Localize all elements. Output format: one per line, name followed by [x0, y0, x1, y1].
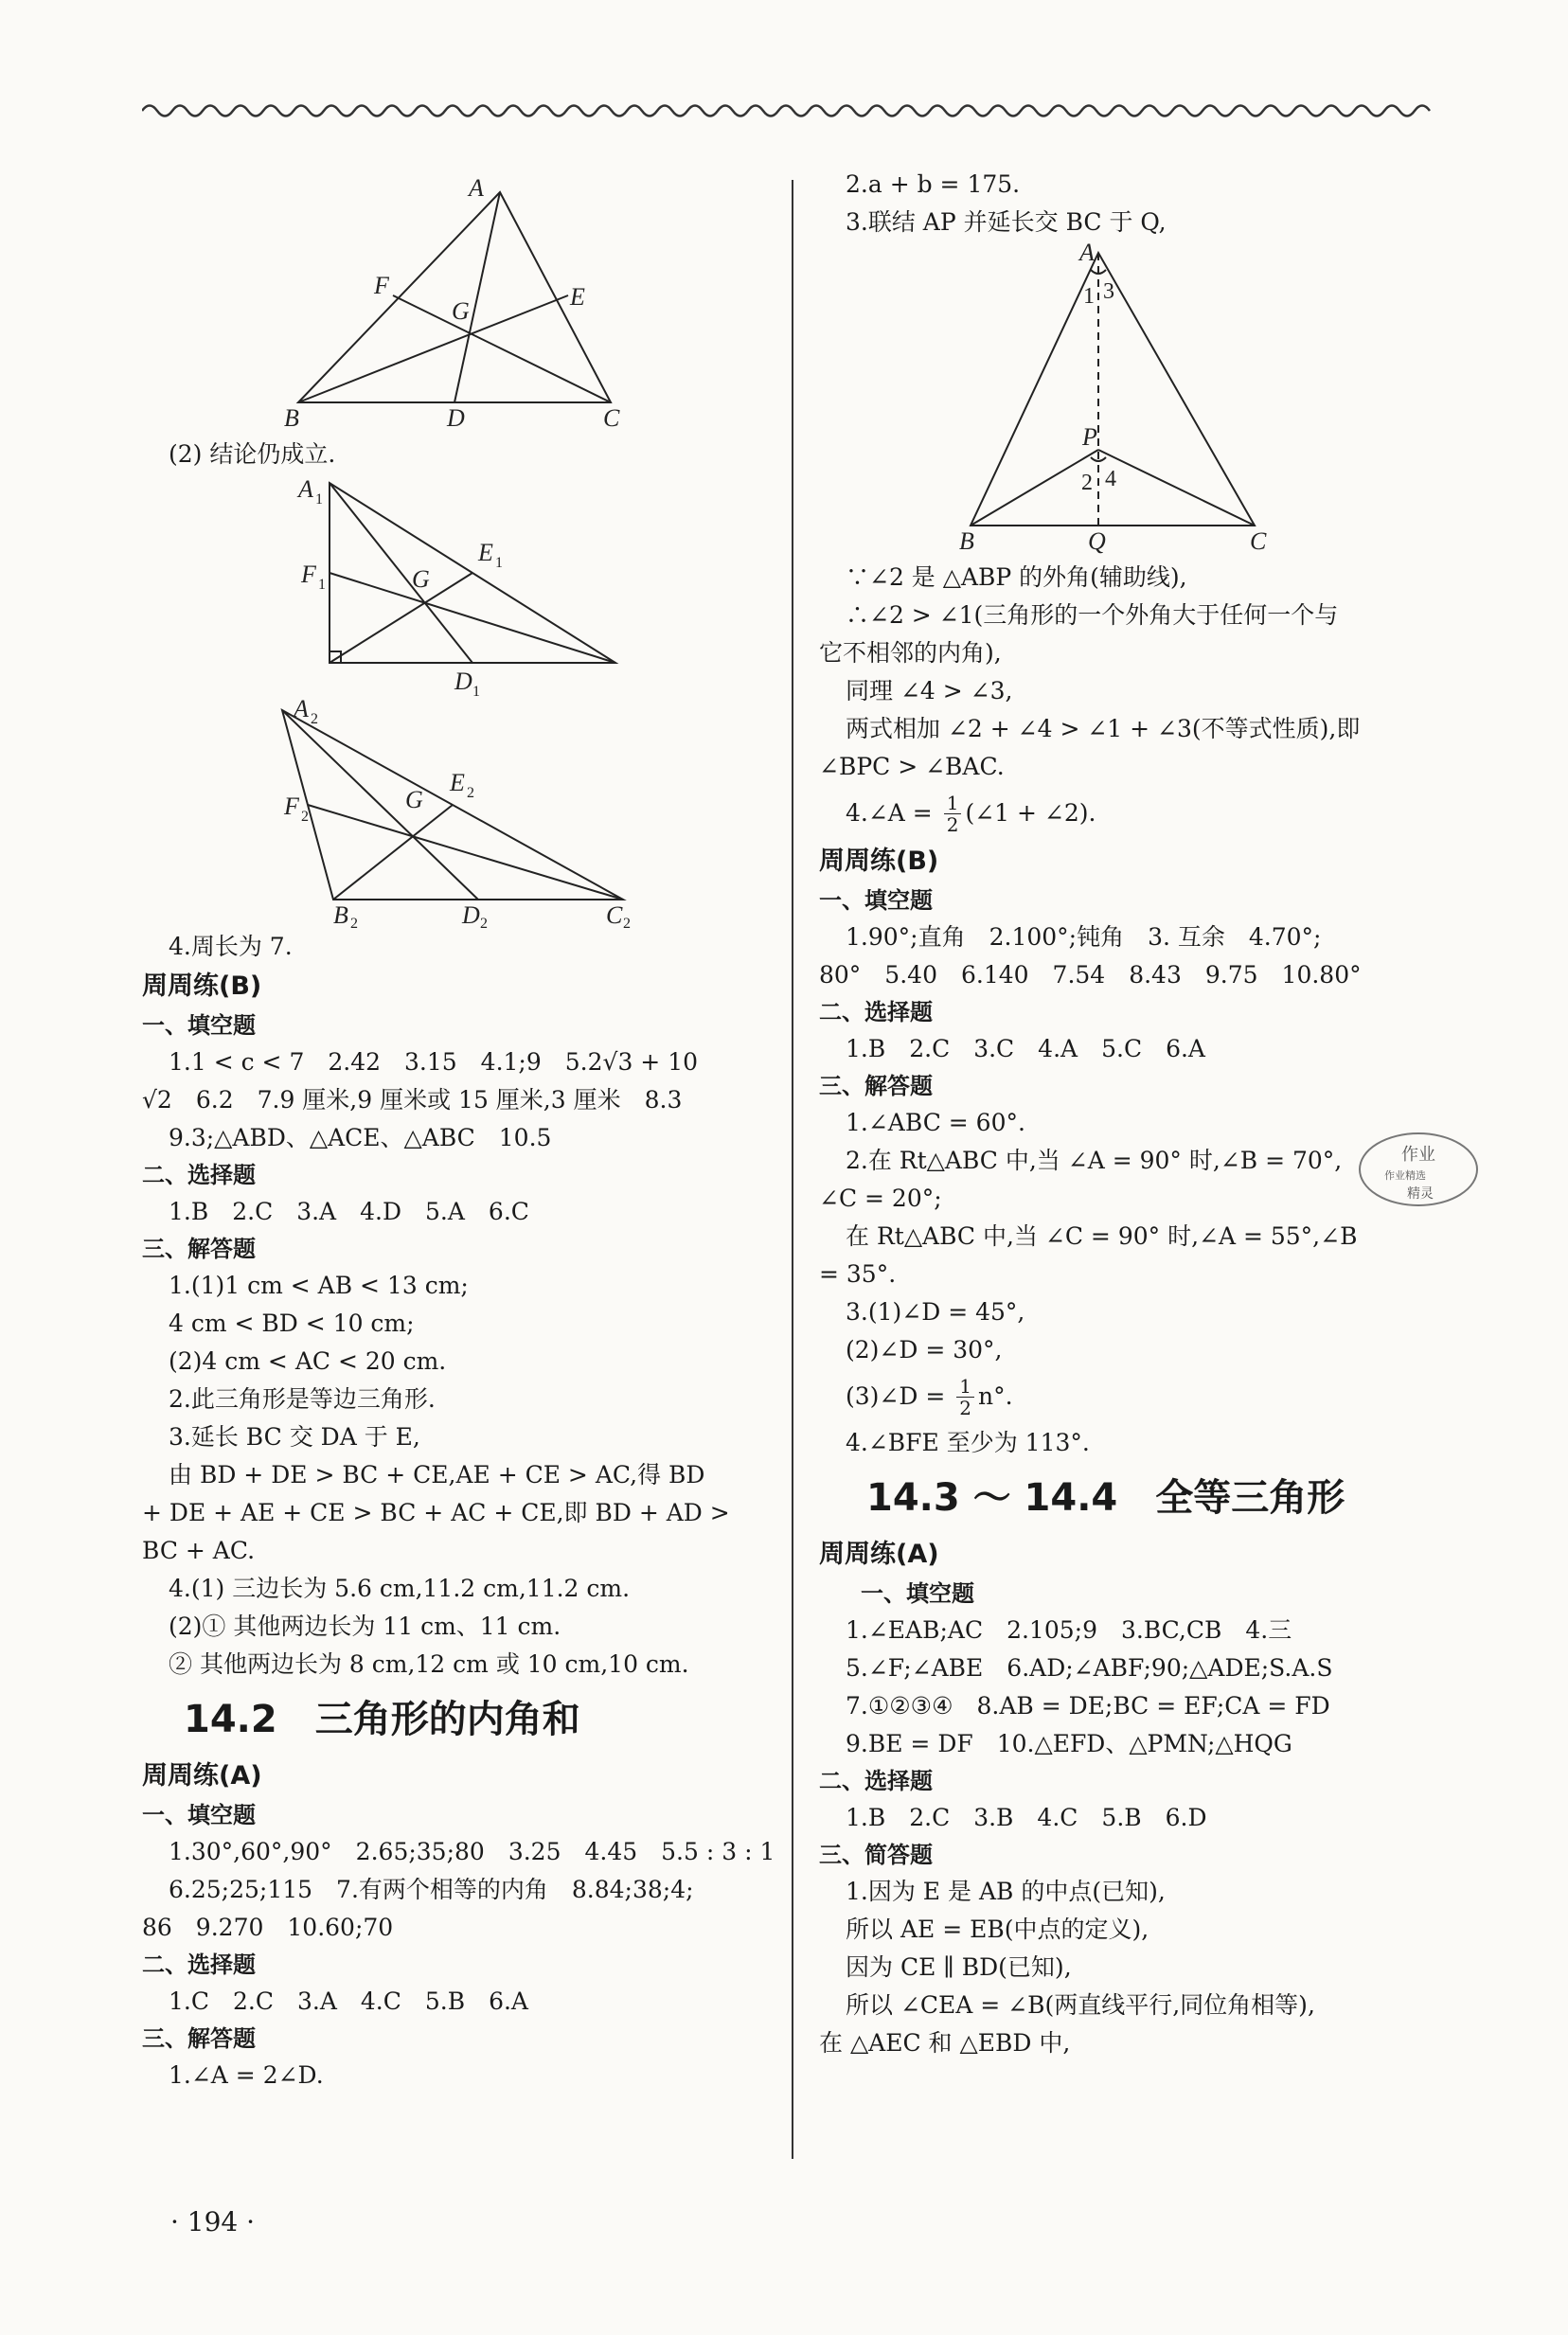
label-a3: A — [1079, 241, 1095, 266]
sub-e2: 2 — [467, 785, 474, 801]
r-line-4 — [819, 786, 1444, 841]
answer2-line: 1.∠A = 2∠D. — [169, 2061, 324, 2089]
label-q3: Q — [1088, 527, 1106, 555]
r-section-fill-2: 一、填空题 — [861, 1580, 974, 1607]
label-b2: B — [333, 901, 348, 928]
heading-weekly-b: 周周练(B) — [142, 971, 262, 1001]
r-answer2-line-3: 因为 CE ∥ BD(已知), — [846, 1953, 1072, 1981]
proof-line-3: 它不相邻的内角), — [819, 639, 1002, 667]
sub-b2: 2 — [350, 916, 358, 928]
r-answer2-line-4: 所以 ∠CEA = ∠B(两直线平行,同位角相等), — [846, 1991, 1315, 2019]
label-g2: G — [405, 786, 423, 813]
label-g1: G — [412, 565, 430, 593]
fraction-num-2: 1 — [956, 1376, 974, 1398]
label-b3: B — [959, 527, 974, 555]
r-section-answer: 三、解答题 — [819, 1073, 933, 1099]
answer-line-1: 1.(1)1 cm < AB < 13 cm; — [169, 1272, 469, 1299]
r-fill2-line-4: 9.BE = DF 10.△EFD、△PMN;△HQG — [846, 1730, 1292, 1757]
r-answer-line-7: (2)∠D = 30°, — [846, 1336, 1003, 1364]
r-section-fill: 一、填空题 — [819, 887, 933, 914]
answer-line-4: 2.此三角形是等边三角形. — [169, 1385, 436, 1413]
r-answer-line-2: 2.在 Rt△ABC 中,当 ∠A = 90° 时,∠B = 70°, — [846, 1147, 1343, 1174]
label-a2: A — [294, 696, 309, 722]
r-answer-line-8 — [819, 1369, 1444, 1424]
r-fill2-line-1: 1.∠EAB;AC 2.105;9 3.BC,CB 4.三 — [846, 1616, 1292, 1644]
r-answer-line-3: ∠C = 20°; — [819, 1185, 942, 1212]
answer-line-11: ② 其他两边长为 8 cm,12 cm 或 10 cm,10 cm. — [169, 1650, 689, 1678]
stamp-mid: 作业精选 — [1384, 1169, 1426, 1182]
fill-line-1: 1.1 < c < 7 2.42 3.15 4.1;9 5.2√3 + 10 — [169, 1048, 699, 1076]
label-g: G — [452, 297, 470, 325]
stamp-top: 作业 — [1401, 1145, 1435, 1165]
sub-a1: 1 — [315, 491, 323, 508]
r-answer-line-1: 1.∠ABC = 60°. — [846, 1109, 1025, 1136]
r-answer-line-4: 在 Rt△ABC 中,当 ∠C = 90° 时,∠A = 55°,∠B — [846, 1222, 1358, 1250]
answer-line-3: (2)4 cm < AC < 20 cm. — [169, 1347, 447, 1375]
r-heading-weekly-a: 周周练(A) — [819, 1540, 939, 1569]
sub-a2: 2 — [311, 711, 318, 727]
label-b: B — [284, 404, 299, 432]
proof-line-1: ∵∠2 是 △ABP 的外角(辅助线), — [846, 563, 1187, 591]
r-answer-line-5: = 35°. — [819, 1260, 897, 1288]
fill-line-2: √2 6.2 7.9 厘米,9 厘米或 15 厘米,3 厘米 8.3 — [142, 1086, 683, 1114]
label-a1: A — [298, 475, 313, 503]
r-fill2-line-3: 7.①②③④ 8.AB = DE;BC = EF;CA = FD — [846, 1692, 1330, 1720]
r-answer-8-text: (3)∠D = — [846, 1382, 953, 1410]
page-number: · 194 · — [170, 2206, 256, 2237]
right-triangle-figure — [142, 473, 710, 696]
label-f1: F — [301, 561, 316, 588]
section-fill: 一、填空题 — [142, 1012, 256, 1039]
r-fill-line-1: 1.90°;直角 2.100°;钝角 3. 互余 4.70°; — [846, 923, 1322, 951]
proof-line-2: ∴∠2 > ∠1(三角形的一个外角大于任何一个与 — [846, 601, 1339, 629]
answer-line-5: 3.延长 BC 交 DA 于 E, — [169, 1423, 420, 1451]
stamp-bot: 精灵 — [1407, 1186, 1434, 1202]
label-f2: F — [284, 793, 299, 820]
r-fill-line-2: 80° 5.40 6.140 7.54 8.43 9.75 10.80° — [819, 961, 1362, 989]
angle-2: 2 — [1081, 471, 1093, 495]
label-d1: D — [454, 668, 472, 695]
label-c3: C — [1250, 527, 1267, 555]
sub-e1: 1 — [495, 555, 503, 571]
label-d2: D — [462, 901, 480, 928]
sub-c2: 2 — [623, 916, 631, 928]
section-choice: 二、选择题 — [142, 1162, 256, 1188]
r-fill2-line-2: 5.∠F;∠ABE 6.AD;∠ABF;90;△ADE;S.A.S — [846, 1654, 1333, 1682]
proof-line-5: 两式相加 ∠2 + ∠4 > ∠1 + ∠3(不等式性质),即 — [846, 715, 1361, 742]
fraction-num: 1 — [944, 793, 962, 814]
label-c2: C — [606, 901, 623, 928]
label-e1: E — [478, 539, 493, 566]
fraction-den-2: 2 — [959, 1396, 971, 1419]
section-answer-2: 三、解答题 — [142, 2025, 256, 2052]
r-section-choice: 二、选择题 — [819, 999, 933, 1025]
fraction-half-2 — [956, 1376, 974, 1418]
fraction-half — [944, 793, 962, 835]
sub-d2: 2 — [480, 916, 488, 928]
label-f: F — [374, 272, 389, 299]
r-section-choice-2: 二、选择题 — [819, 1768, 933, 1794]
item-4: 4.周长为 7. — [169, 933, 293, 960]
label-a: A — [469, 174, 484, 202]
answer-line-9: 4.(1) 三边长为 5.6 cm,11.2 cm,11.2 cm. — [169, 1575, 631, 1602]
obtuse-triangle-figure — [142, 696, 710, 928]
label-d: D — [447, 404, 465, 432]
homework-stamp — [1345, 1122, 1496, 1217]
r-answer2-line-5: 在 △AEC 和 △EBD 中, — [819, 2029, 1071, 2057]
r-answer-8-tail: n°. — [977, 1382, 1013, 1410]
heading-weekly-a: 周周练(A) — [142, 1761, 262, 1791]
column-divider — [792, 180, 793, 2159]
label-e: E — [570, 283, 585, 311]
r-heading-weekly-b: 周周练(B) — [819, 847, 939, 876]
r-choice-line: 1.B 2.C 3.C 4.A 5.C 6.A — [846, 1035, 1205, 1062]
r-line-2: 3.联结 AP 并延长交 BC 于 Q, — [846, 208, 1167, 236]
answer-line-2: 4 cm < BD < 10 cm; — [169, 1310, 415, 1337]
isosceles-point-figure — [819, 241, 1387, 559]
section-choice-2: 二、选择题 — [142, 1952, 256, 1978]
angle-1: 1 — [1083, 284, 1095, 309]
sub-f2: 2 — [301, 809, 309, 825]
r-answer-line-6: 3.(1)∠D = 45°, — [846, 1298, 1025, 1326]
r-answer2-line-1: 1.因为 E 是 AB 的中点(已知), — [846, 1878, 1166, 1905]
r-answer2-line-2: 所以 AE = EB(中点的定义), — [846, 1916, 1149, 1943]
sub-d1: 1 — [472, 684, 480, 696]
fill2-line-1: 1.30°,60°,90° 2.65;35;80 3.25 4.45 5.5 : 3 : 1 — [169, 1838, 775, 1865]
section-title-14-3: 14.3 ～ 14.4 全等三角形 — [866, 1476, 1345, 1520]
angle-4: 4 — [1105, 467, 1116, 491]
fill2-line-2: 6.25;25;115 7.有两个相等的内角 8.84;38;4; — [169, 1876, 694, 1903]
r-line-4-text: 4.∠A = — [846, 799, 940, 827]
triangle-medians-figure — [142, 166, 710, 436]
fraction-den: 2 — [946, 812, 959, 836]
answer-line-8: BC + AC. — [142, 1537, 256, 1564]
answer-line-10: (2)① 其他两边长为 11 cm、11 cm. — [169, 1613, 561, 1640]
proof-line-6: ∠BPC > ∠BAC. — [819, 753, 1005, 780]
fill-line-3: 9.3;△ABD、△ACE、△ABC 10.5 — [169, 1124, 552, 1151]
section-title-14-2: 14.2 三角形的内角和 — [184, 1698, 580, 1741]
decorative-border — [142, 100, 1439, 121]
answer-line-7: + DE + AE + CE > BC + AC + CE,即 BD + AD > — [142, 1499, 730, 1526]
label-p3: P — [1082, 423, 1097, 451]
left-column — [142, 166, 786, 2094]
fill2-line-3: 86 9.270 10.60;70 — [142, 1914, 394, 1941]
sub-f1: 1 — [318, 577, 326, 593]
section-answer: 三、解答题 — [142, 1236, 256, 1262]
label-e2: E — [450, 769, 465, 796]
angle-3: 3 — [1103, 279, 1114, 304]
proof-line-4: 同理 ∠4 > ∠3, — [846, 677, 1013, 704]
r-answer-line-9: 4.∠BFE 至少为 113°. — [846, 1429, 1090, 1456]
choice2-line: 1.C 2.C 3.A 4.C 5.B 6.A — [169, 1987, 528, 2015]
section-fill-2: 一、填空题 — [142, 1802, 256, 1828]
r-section-answer-2: 三、简答题 — [819, 1842, 933, 1868]
r-line-4-tail: (∠1 + ∠2). — [965, 799, 1096, 827]
answer-line-6: 由 BD + DE > BC + CE,AE + CE > AC,得 BD — [169, 1461, 705, 1488]
r-line-1: 2.a + b = 175. — [846, 170, 1021, 198]
right-column — [819, 166, 1444, 2062]
r-choice2-line: 1.B 2.C 3.B 4.C 5.B 6.D — [846, 1804, 1207, 1831]
label-c: C — [603, 404, 620, 432]
choice-line: 1.B 2.C 3.A 4.D 5.A 6.C — [169, 1198, 529, 1225]
note-2: (2) 结论仍成立. — [169, 440, 336, 468]
